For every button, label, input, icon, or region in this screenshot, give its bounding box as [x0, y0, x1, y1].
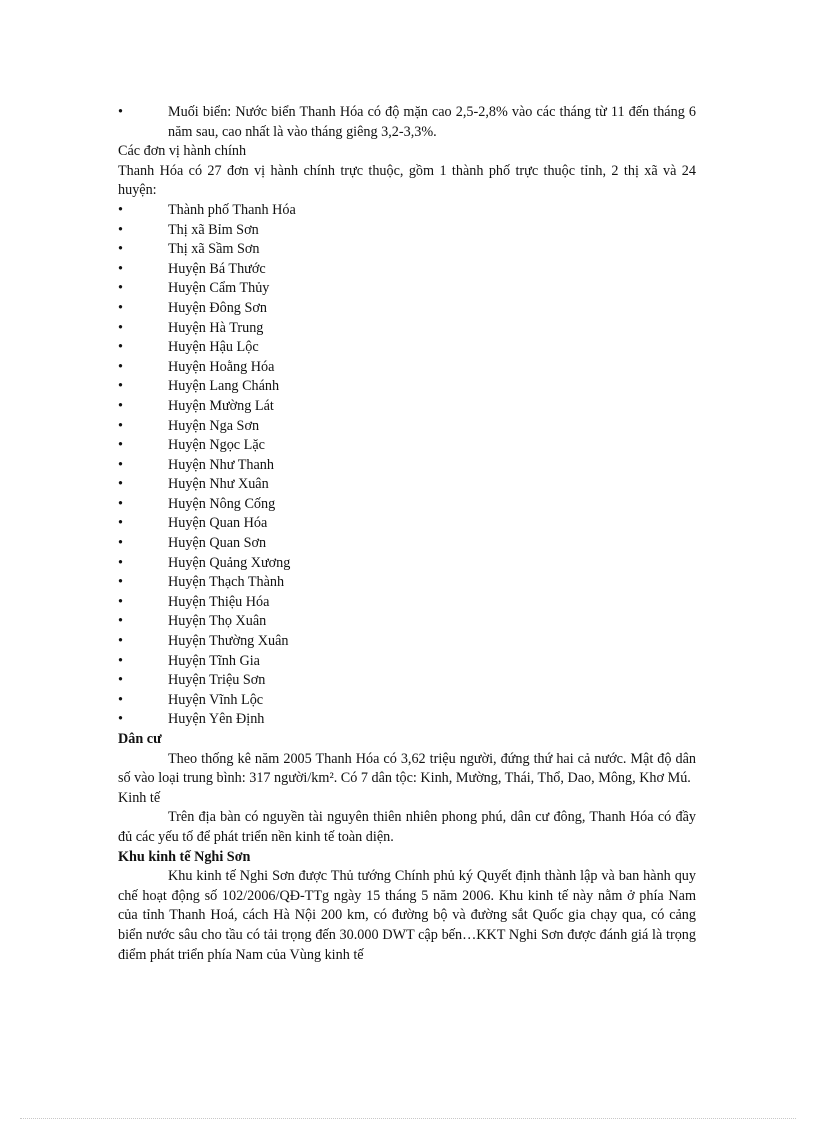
list-item [118, 534, 696, 554]
admin-unit-name: Huyện Như Xuân [168, 476, 269, 493]
admin-unit-name: Huyện Mường Lát [168, 397, 274, 414]
admin-unit-name: Huyện Đông Sơn [168, 299, 267, 316]
bullet-marker: • [118, 397, 123, 414]
list-item [118, 475, 696, 495]
list-item [118, 397, 696, 417]
admin-unit-name: Huyện Cẩm Thủy [168, 280, 270, 297]
list-item [118, 279, 696, 299]
admin-unit-name: Huyện Quảng Xương [168, 554, 291, 571]
admin-unit-name: Huyện Thọ Xuân [168, 613, 267, 630]
bullet-marker: • [118, 358, 123, 375]
admin-unit-name: Thị xã Sầm Sơn [168, 241, 260, 258]
list-item [118, 201, 696, 221]
bullet-marker: • [118, 711, 123, 728]
admin-unit-name: Thành phố Thanh Hóa [168, 201, 296, 218]
economy-heading: Kinh tế [118, 789, 161, 806]
list-item [118, 436, 696, 456]
bullet-marker: • [118, 339, 123, 356]
list-item [118, 710, 696, 730]
admin-unit-name: Huyện Lang Chánh [168, 378, 280, 395]
list-item [118, 612, 696, 632]
admin-unit-name: Thị xã Bỉm Sơn [168, 221, 259, 238]
bullet-marker: • [118, 417, 123, 434]
bullet-marker: • [118, 672, 123, 689]
admin-unit-name: Huyện Quan Sơn [168, 535, 267, 552]
bullet-marker: • [118, 104, 123, 120]
bullet-marker: • [118, 221, 123, 238]
list-item [118, 338, 696, 358]
admin-unit-name: Huyện Thường Xuân [168, 633, 289, 650]
admin-unit-name: Huyện Triệu Sơn [168, 672, 266, 689]
list-item [118, 417, 696, 437]
bullet-marker: • [118, 613, 123, 630]
admin-unit-name: Huyện Thiệu Hóa [168, 593, 270, 610]
list-item [118, 514, 696, 534]
bullet-marker: • [118, 554, 123, 571]
population-heading: Dân cư [118, 731, 162, 747]
salt-bullet [118, 103, 696, 142]
list-item [118, 456, 696, 476]
admin-unit-name: Huyện Quan Hóa [168, 515, 268, 532]
admin-unit-name: Huyện Như Thanh [168, 456, 274, 473]
list-item [118, 319, 696, 339]
bullet-marker: • [118, 299, 123, 316]
admin-unit-name: Huyện Hoằng Hóa [168, 358, 275, 375]
bullet-marker: • [118, 437, 123, 454]
bullet-marker: • [118, 456, 123, 473]
list-item [118, 377, 696, 397]
list-item [118, 299, 696, 319]
admin-unit-name: Huyện Nga Sơn [168, 417, 260, 434]
admin-heading: Các đơn vị hành chính [118, 143, 247, 160]
list-item [118, 260, 696, 280]
list-item [118, 240, 696, 260]
admin-unit-name: Huyện Tĩnh Gia [168, 652, 260, 669]
bullet-marker: • [118, 633, 123, 650]
bullet-marker: • [118, 319, 123, 336]
list-item [118, 691, 696, 711]
bullet-marker: • [118, 476, 123, 493]
list-item [118, 652, 696, 672]
admin-unit-name: Huyện Nông Cống [168, 495, 276, 512]
admin-intro: Thanh Hóa có 27 đơn vị hành chính trực thuộc, gồm 1 thành phố trực thuộc tỉnh, 2 thị xã và 24 huyện: [118, 162, 696, 199]
bullet-marker: • [118, 201, 123, 218]
bullet-marker: • [118, 691, 123, 708]
page-bottom-divider [20, 1118, 796, 1119]
bullet-marker: • [118, 241, 123, 258]
economy-text: Trên địa bàn có nguyền tài nguyên thiên nhiên phong phú, dân cư đông, Thanh Hóa có đầy đủ các yếu tố để phát triển nền kinh tế toàn diện. [118, 809, 696, 845]
list-item [118, 593, 696, 613]
bullet-marker: • [118, 280, 123, 297]
population-text: Theo thống kê năm 2005 Thanh Hóa có 3,62 triệu người, đứng thứ hai cả nước. Mật độ dân số vào loại trung bình: 317 người/km². Có 7 dân tộc: Kinh, Mường, Thái, Thổ, Dao, Mông, Khơ Mú. [118, 750, 696, 787]
list-item [118, 632, 696, 652]
bullet-marker: • [118, 593, 123, 610]
list-item [118, 671, 696, 691]
list-item [118, 554, 696, 574]
bullet-marker: • [118, 652, 123, 669]
admin-unit-name: Huyện Vĩnh Lộc [168, 691, 264, 708]
admin-unit-name: Huyện Bá Thước [168, 260, 266, 277]
nghison-heading: Khu kinh tế Nghi Sơn [118, 848, 251, 865]
list-item [118, 573, 696, 593]
bullet-marker: • [118, 260, 123, 277]
admin-unit-name: Huyện Thạch Thành [168, 574, 285, 591]
bullet-marker: • [118, 378, 123, 395]
document-page [118, 103, 696, 965]
salt-text: Muối biển: Nước biển Thanh Hóa có độ mặn cao 2,5-2,8% vào các tháng từ 11 đến tháng 6 năm sau, cao nhất là vào tháng giêng 3,2-3,3%. [168, 104, 696, 140]
list-item [118, 358, 696, 378]
bullet-marker: • [118, 515, 123, 532]
admin-unit-name: Huyện Ngọc Lặc [168, 437, 265, 454]
bullet-marker: • [118, 574, 123, 591]
list-item [118, 221, 696, 241]
bullet-marker: • [118, 535, 123, 552]
admin-unit-list [118, 201, 696, 730]
admin-unit-name: Huyện Hậu Lộc [168, 339, 259, 356]
admin-unit-name: Huyện Hà Trung [168, 319, 264, 336]
bullet-marker: • [118, 495, 123, 512]
list-item [118, 495, 696, 515]
admin-unit-name: Huyện Yên Định [168, 711, 265, 728]
nghison-text: Khu kinh tế Nghi Sơn được Thủ tướng Chính phủ ký Quyết định thành lập và ban hành quy chế hoạt động số 102/2006/QĐ-TTg ngày 15 tháng 5 năm 2006. Khu kinh tế này nằm ở phía Nam của tỉnh Thanh Hoá, cách Hà Nội 200 km, có đường bộ và đường sắt Quốc gia chạy qua, có cảng biển nước sâu cho tầu có tải trọng đến 30.000 DWT cập bến…KKT Nghi Sơn được đánh giá là trọng điểm phát triển phía Nam của Vùng kinh tế [118, 868, 696, 963]
